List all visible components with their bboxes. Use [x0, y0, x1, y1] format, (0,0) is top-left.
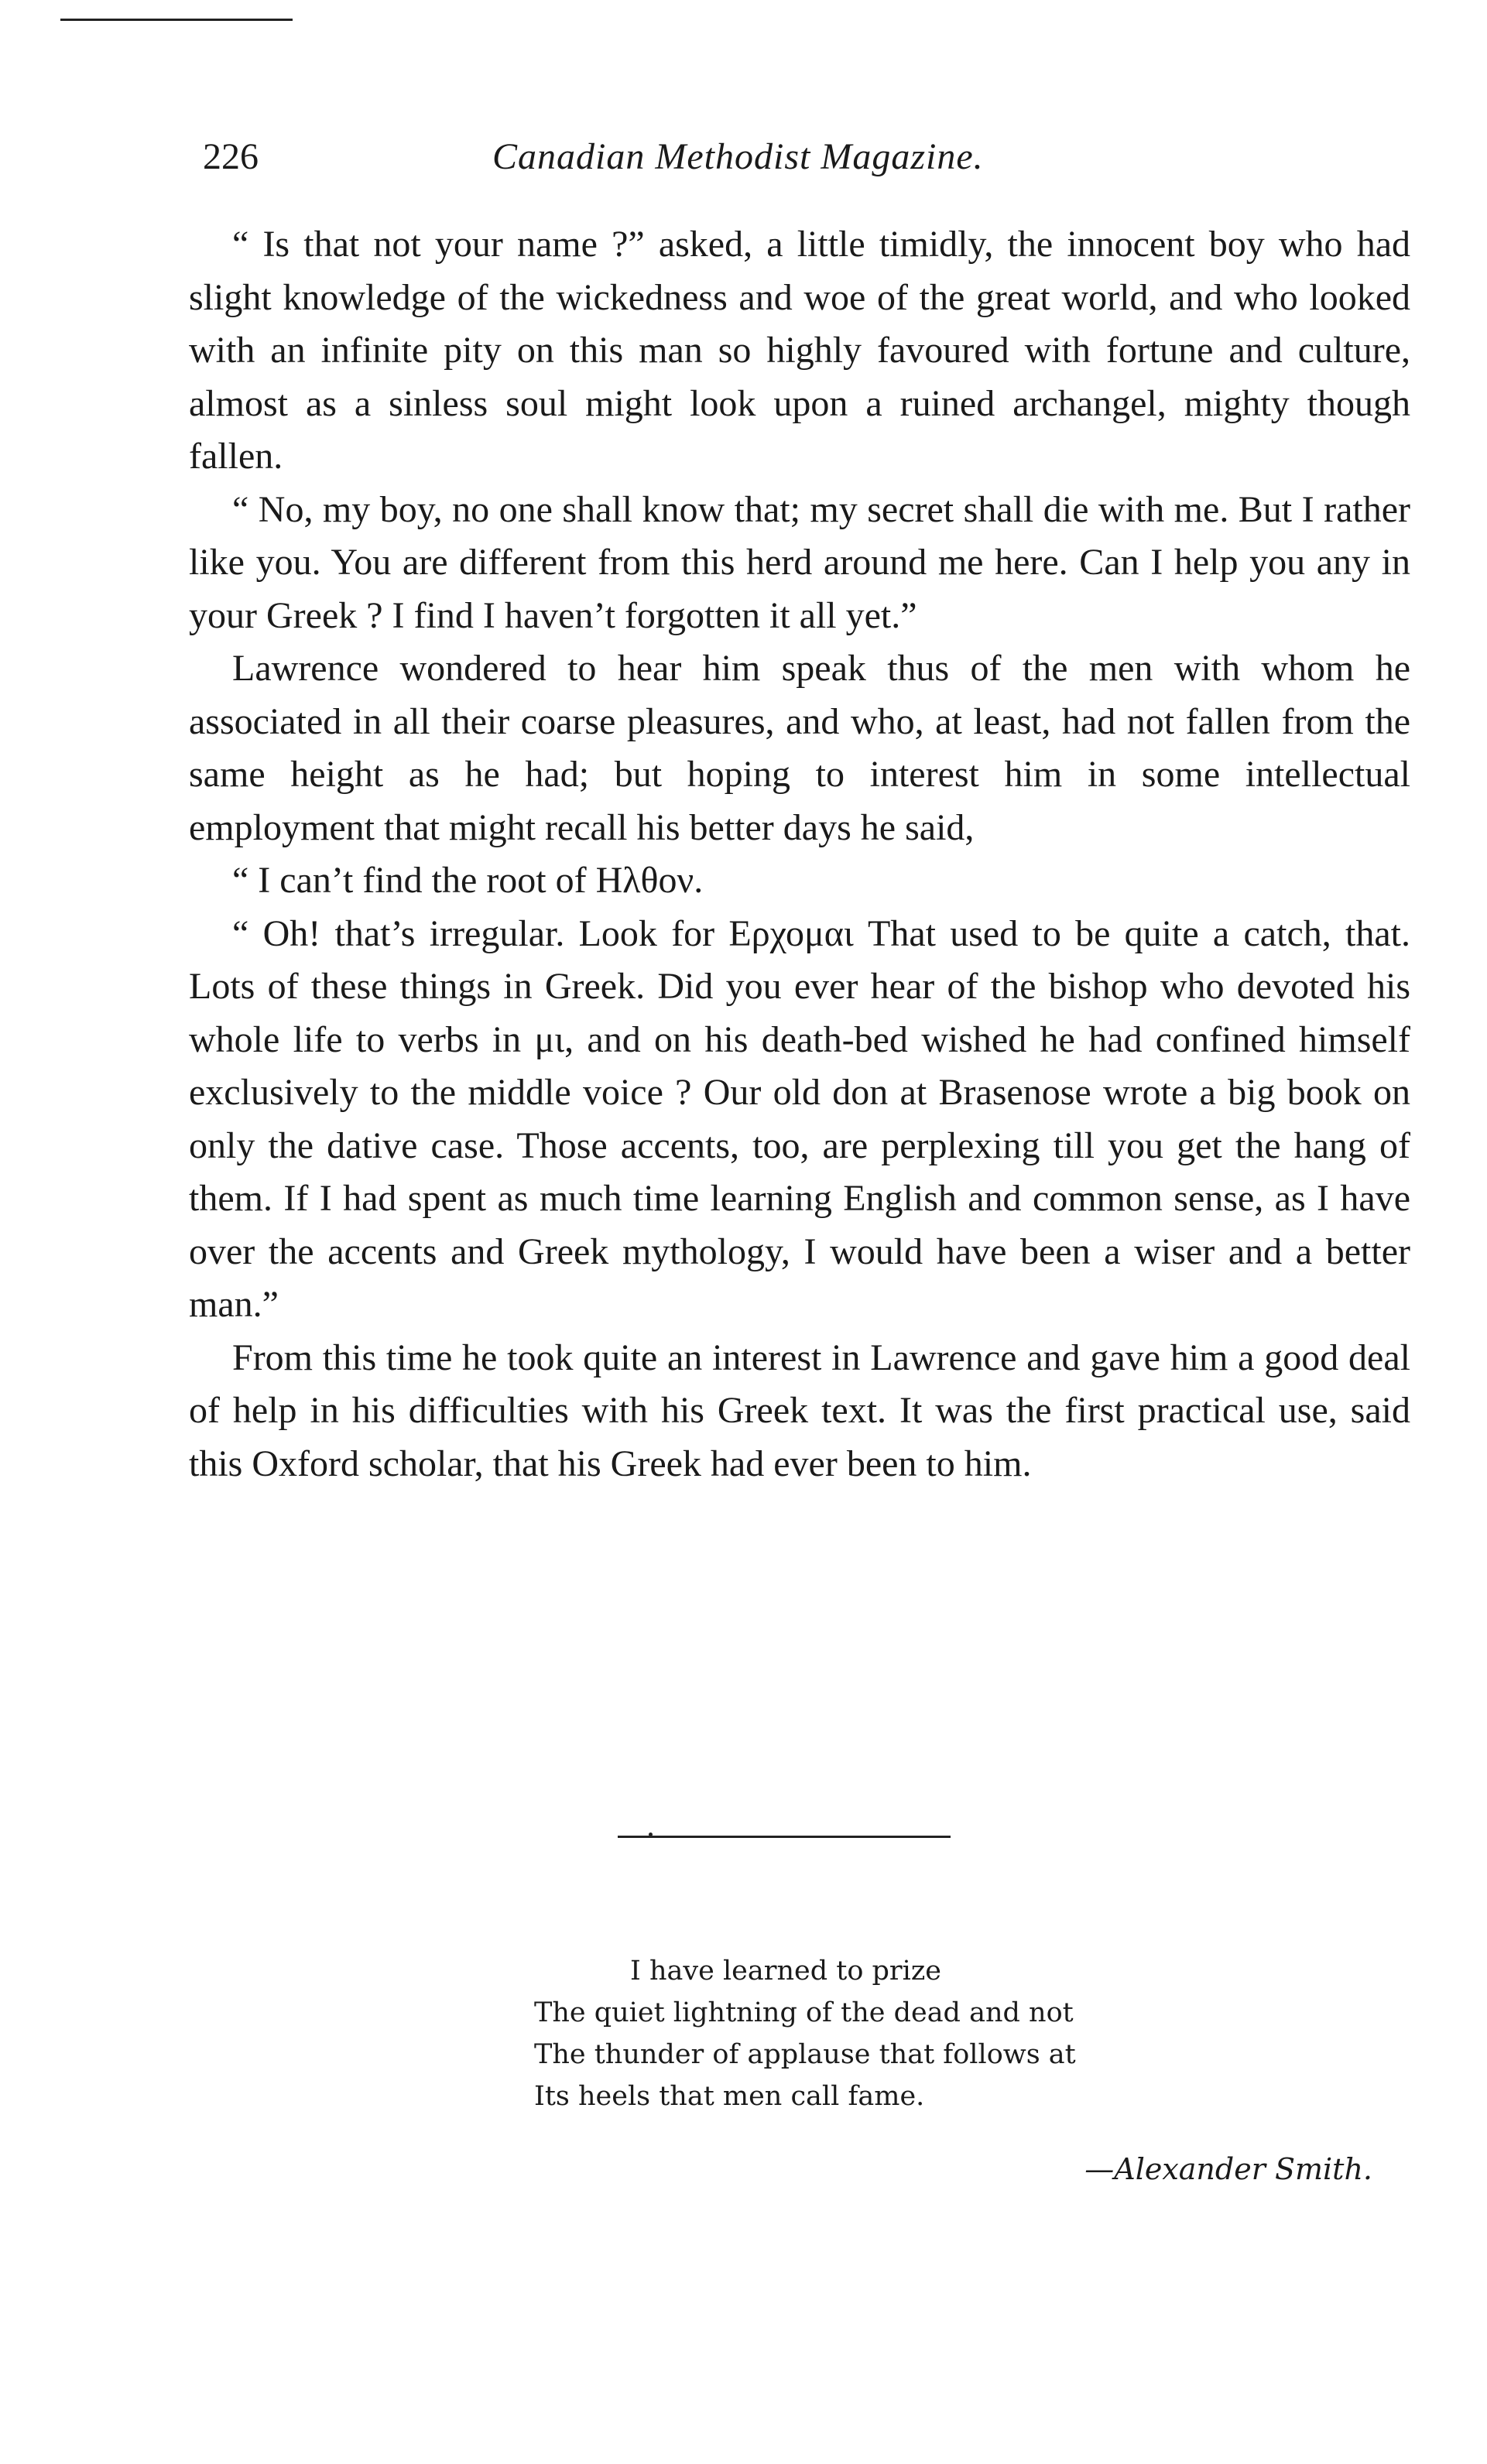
- paragraph: “ Oh! that’s irregular. Look for Ερχομαι That used to be quite a catch, that. Lots of these things in Greek. Did you ever hear of the bishop who devoted his whole life to verbs in μι, and on his death-bed wished he had confined himself exclusively to the middle voice ? Our old don at Brasenose wrote a big book on only the dative case. Those accents, too, are perplexing till you get the hang of them. If I had spent as much time learning English and common sense, as I have over the accents and Greek mythology, I would have been a wiser and a better man.”: [189, 912, 1410, 1325]
- epigraph-line: The thunder of applause that follows at: [534, 2039, 1076, 2070]
- paragraph: “ I can’t find the root of Ηλθον.: [232, 860, 704, 901]
- page-number: 226: [203, 136, 259, 177]
- page-header: [203, 130, 1410, 184]
- section-divider: [618, 1836, 951, 1838]
- paragraph: From this time he took quite an interest in Lawrence and gave him a good deal of help in his difficulties with his Greek text. It was the first practical use, said this Oxford scholar, that his Greek had ever been to him.: [189, 1336, 1410, 1484]
- paragraph: Lawrence wondered to hear him speak thus of the men with whom he associated in all their coarse pleasures, and who, at least, had not fallen from the same height as he had; but hoping to interest him in some intellectual employment that might recall his better days he said,: [189, 648, 1410, 848]
- running-title: Canadian Methodist Magazine.: [492, 136, 984, 177]
- body-text: [189, 218, 1410, 1490]
- paragraph: “ Is that not your name ?” asked, a little timidly, the innocent boy who had slight knowledge of the wickedness and woe of the great world, and who looked with an infinite pity on this man so highly favoured with fortune and culture, almost as a sinless soul might look upon a ruined archangel, mighty though fallen.: [189, 224, 1410, 477]
- paragraph: “ No, my boy, no one shall know that; my secret shall die with me. But I rather like you. You are different from this herd around me here. Can I help you any in your Greek ? I find I haven’t forgotten it all yet.”: [189, 488, 1410, 636]
- epigraph-line: The quiet lightning of the dead and not: [534, 1997, 1074, 2028]
- epigraph: [534, 1950, 1386, 2117]
- epigraph-attribution: —Alexander Smith.: [1084, 2152, 1372, 2186]
- top-rule: [60, 19, 293, 21]
- epigraph-line: I have learned to prize: [630, 1956, 942, 1987]
- epigraph-line: Its heels that men call fame.: [534, 2081, 925, 2112]
